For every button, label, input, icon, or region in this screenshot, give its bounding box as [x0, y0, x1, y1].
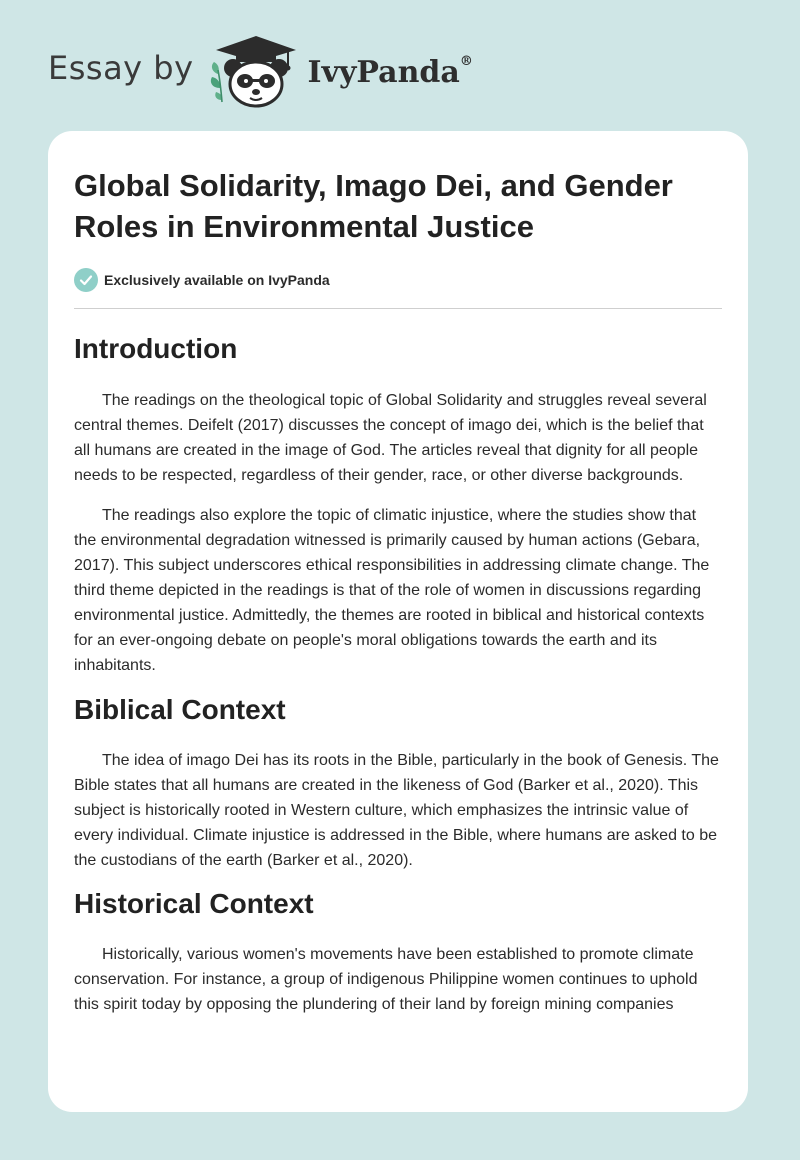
divider [74, 308, 722, 309]
site-header [48, 30, 473, 110]
section-historical-context [74, 886, 722, 1017]
panda-graduation-cap-logo[interactable] [208, 30, 304, 110]
exclusive-badge [74, 265, 722, 295]
essay-title: Global Solidarity, Imago Dei, and Gender Roles in Environmental Justice [74, 168, 673, 244]
ivy-leaf-icon [210, 62, 221, 102]
paragraph: The readings also explore the topic of climatic injustice, where the studies show that the environmental degradation witnessed is primarily caused by human actions (Gebara, 2017). This subject underscores ethical responsibilities in addressing climate change. The third theme depicted in the readings is that of the role of women in discussions regarding environmental justice. Admittedly, the themes are rooted in biblical and historical contexts for an ever-ongoing debate on people's moral obligations towards the earth and its inhabitants. [74, 507, 710, 674]
section-heading: Historical Context [74, 888, 314, 919]
essay-by-label: Essay by [48, 49, 194, 87]
paragraph: The idea of imago Dei has its roots in the Bible, particularly in the book of Genesis. The Bible states that all humans are created in the likeness of God (Barker et al., 2020). This subject is historically rooted in Western culture, which emphasizes the intrinsic value of every individual. Climate injustice is addressed in the Bible, where humans are asked to be the custodians of the earth (Barker et al., 2020). [74, 752, 719, 869]
section-heading: Introduction [74, 333, 238, 364]
paragraph: Historically, various women's movements have been established to promote climate conservation. For instance, a group of indigenous Philippine women continues to uphold this spirit today by opposing the plundering of their land by foreign mining companies [74, 946, 698, 1013]
check-icon [74, 268, 98, 292]
exclusive-badge-label: Exclusively available on IvyPanda [104, 272, 330, 288]
section-introduction [74, 331, 722, 678]
essay-card [48, 131, 748, 1112]
registered-mark: ® [459, 53, 473, 69]
brand-name: IvyPanda® [307, 53, 473, 90]
section-biblical-context [74, 692, 722, 873]
section-heading: Biblical Context [74, 694, 286, 725]
paragraph: The readings on the theological topic of Global Solidarity and struggles reveal several central themes. Deifelt (2017) discusses the concept of imago dei, which is the belief that all humans are created in the image of God. The articles reveal that dignity for all people needs to be respected, regardless of their gender, race, or other diverse backgrounds. [74, 392, 707, 484]
